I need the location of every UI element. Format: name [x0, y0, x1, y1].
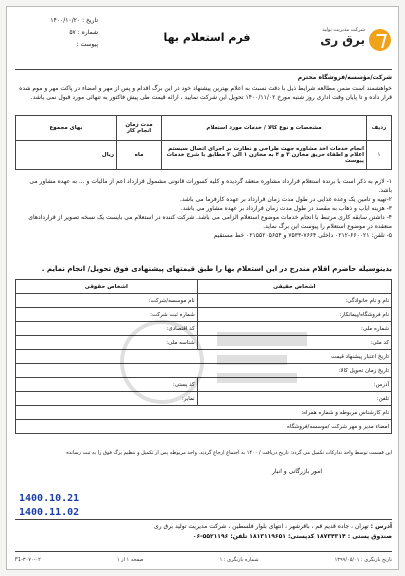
table-row	[16, 336, 392, 350]
company-postal: صندوق پستی : ۱۸۷۳۴۳۱۴ کدپستی: ۱۸۱۳۱۱۹۶۵۱ تلفن: ۵۵۲۱۱۹۶-۰۶	[192, 533, 392, 540]
stamp-signature-field[interactable]: امضاء مدیر و مهر شرکت /موسسه/فروشگاه	[16, 420, 392, 434]
table-row	[16, 294, 392, 308]
number-value: ۵۷	[69, 29, 76, 36]
condition-item: ۳- هزینه ایاب و ذهاب به مقصد در طول مدت زمان قرارداد بر عهده مشاور می باشد.	[180, 205, 392, 212]
inquiry-table	[15, 115, 392, 170]
inquiry-table-header	[16, 116, 392, 141]
attachment-label: پیوست :	[76, 41, 98, 48]
col-index: ردیف	[367, 116, 392, 141]
table-row	[16, 364, 392, 378]
header-divider	[15, 69, 392, 70]
fax-field[interactable]: نمابر:	[16, 392, 198, 406]
handwritten-date-2: 1400.11.02	[19, 507, 80, 518]
company-address	[107, 522, 392, 531]
logo-subtitle: شرکت مدیریت تولید	[322, 27, 365, 33]
full-name-field[interactable]: نام و نام خانوادگی:	[197, 294, 391, 308]
condition-item: ۲-تهیه و تامین یک وعده غذایی در طول مدت زمان قرارداد بر عهده کارفرما می باشد.	[179, 196, 392, 203]
table-row	[16, 141, 392, 170]
footer-date: تاریخ بازنگری : ۱۳۹۹/۰۵/۰۱	[334, 557, 392, 563]
table-row	[16, 406, 392, 420]
col-description: مشخصات و نوع کالا / خدمات مورد استعلام	[162, 116, 367, 141]
conditions-list	[15, 177, 392, 240]
economic-code-field[interactable]: کد اقتصادی:	[16, 322, 198, 336]
col-legal-persons: اشخاص حقوقی	[16, 280, 198, 294]
footer-revision: شماره بازنگری : ۱	[219, 557, 259, 563]
number-label: شماره :	[77, 29, 98, 36]
info-header-row	[16, 280, 392, 294]
inquiry-form-page	[6, 6, 399, 570]
table-row	[16, 378, 392, 392]
employee-field[interactable]: نام کارشناس مربوطه و شماره همراه:	[16, 406, 392, 420]
date-label: تاریخ :	[82, 17, 98, 24]
company-logo	[307, 21, 393, 65]
table-row	[16, 392, 392, 406]
registration-number-field[interactable]: شماره ثبت شرکت:	[16, 308, 198, 322]
national-id-field[interactable]: شناسه ملی:	[16, 336, 198, 350]
col-duration: مدت زمان انجام کار	[117, 116, 162, 141]
national-code-field[interactable]: کد ملی:	[197, 336, 391, 350]
bidder-info-table	[15, 279, 392, 434]
col-price: بهای مجموع	[16, 116, 117, 141]
logo-name: برق ری	[320, 33, 365, 47]
table-row	[16, 322, 392, 336]
national-number-field[interactable]: شماره ملی:	[197, 322, 391, 336]
col-real-persons: اشخاص حقیقی	[197, 280, 391, 294]
logo-mark-icon	[369, 29, 391, 51]
table-row	[16, 308, 392, 322]
supply-unit-signature: امور بازرگانی و انبار	[271, 468, 323, 475]
row-price[interactable]: ریال	[16, 141, 117, 170]
header-meta	[15, 15, 98, 65]
footer-page: صفحه ۱ از ۱	[116, 557, 144, 563]
condition-item: ۴- داشتن سابقه کاری مرتبط با انجام خدمات موضوع استعلام الزامی می باشد. شرکت کننده در استعلام می بایست یک نسخه تصویر از قراردادهای منعقده در موضوع استعلام را پیوست این برگ نماید.	[28, 214, 392, 230]
form-title: فرم استعلام بها	[163, 31, 251, 44]
document-footer	[15, 557, 392, 563]
price-validity-field[interactable]: تاریخ اعتبار پیشنهاد قیمت	[16, 350, 392, 364]
footer-code: F1-۳۰۷۰-۰۲	[15, 557, 41, 563]
row-description: انجام خدمات اخذ مشاوره جهت طراحی و نظارت بر اجرای اتصال سیستم اعلام و اطفاء حریق مخازن ۳ و ۴ به مخازن ۱ الی ۲ مطابق با شرح خدمات پیوست	[162, 141, 367, 170]
intro-body: خواهشمند است ضمن مطالعه شرایط ذیل با دقت نسبت به اعلام بهترین پیشنهاد خود در این برگ اقدام و پس از مهر و امضاء در پاکت مهر و موم شده قرار داده و تا پایان وقت اداری روز شنبه مورخ ۱۴۰۰/۱۱/۰۲ تحویل این شرکت نمایید ، ارائه قیمت طی پیش فاکتور به تنهائی مورد قبول نمی باشد.	[19, 85, 392, 101]
company-name-field[interactable]: نام موسسه/شرکت:	[16, 294, 198, 308]
phone-field[interactable]: تلفن:	[197, 392, 391, 406]
footer-divider	[15, 551, 392, 552]
condition-item: ۱- لازم به ذکر است با برنده استعلام قرارداد مشاوره منعقد گردیده و کلیه کسورات قانونی مشمول قرارداد اعم از مالیات و ... به عهده مشاور می باشد.	[29, 178, 392, 194]
row-index: ۱	[367, 141, 392, 170]
recipient: شرکت/مؤسسه/فروشگاه محترم	[297, 74, 392, 81]
condition-item: ۵- تلفن: ۶۶۰۰۲۱-۰۲۱۲ داخلی ۷۶۶۴-۷۵۳۳ و ۰۲۱۵۵۲۰۵۶۵۴ خط مستقیم	[213, 232, 392, 239]
address-text: تهران ، جاده قدیم قم ، باقرشهر ، انتهای بلوار فلسطین ، شرکت مدیریت تولید برق ری	[153, 523, 369, 530]
address-label: آدرس :	[370, 523, 392, 530]
address-divider	[15, 519, 392, 520]
table-row	[16, 420, 392, 434]
date-value: ۱۴۰۰/۱۰/۲۰	[50, 17, 81, 24]
address-field[interactable]: آدرس:	[197, 378, 391, 392]
handwritten-date-1: 1400.10.21	[19, 493, 80, 504]
table-row	[16, 350, 392, 364]
shop-name-field[interactable]: نام فروشگاه/پیمانکار:	[197, 308, 391, 322]
office-note: این قسمت توسط واحد تدارکات تکمیل می گردد: تاریخ دریافت / ۱۴۰۰ به اجتماع ارجاع گردید. واحد مربوطه پس از تکمیل و تنظیم برگ فوق را به ثبت رسانده	[66, 450, 392, 456]
row-duration[interactable]: ماه	[117, 141, 162, 170]
postal-code-field[interactable]: کد پستی:	[16, 378, 198, 392]
delivery-date-field[interactable]: تاریخ زمان تحویل کالا:	[16, 364, 392, 378]
declaration: بدینوسیله حاضرم اقلام مندرج در این استعلام بها را طبق قیمتهای پیشنهادی فوق تحویل/ انجام نمایم .	[41, 265, 392, 273]
